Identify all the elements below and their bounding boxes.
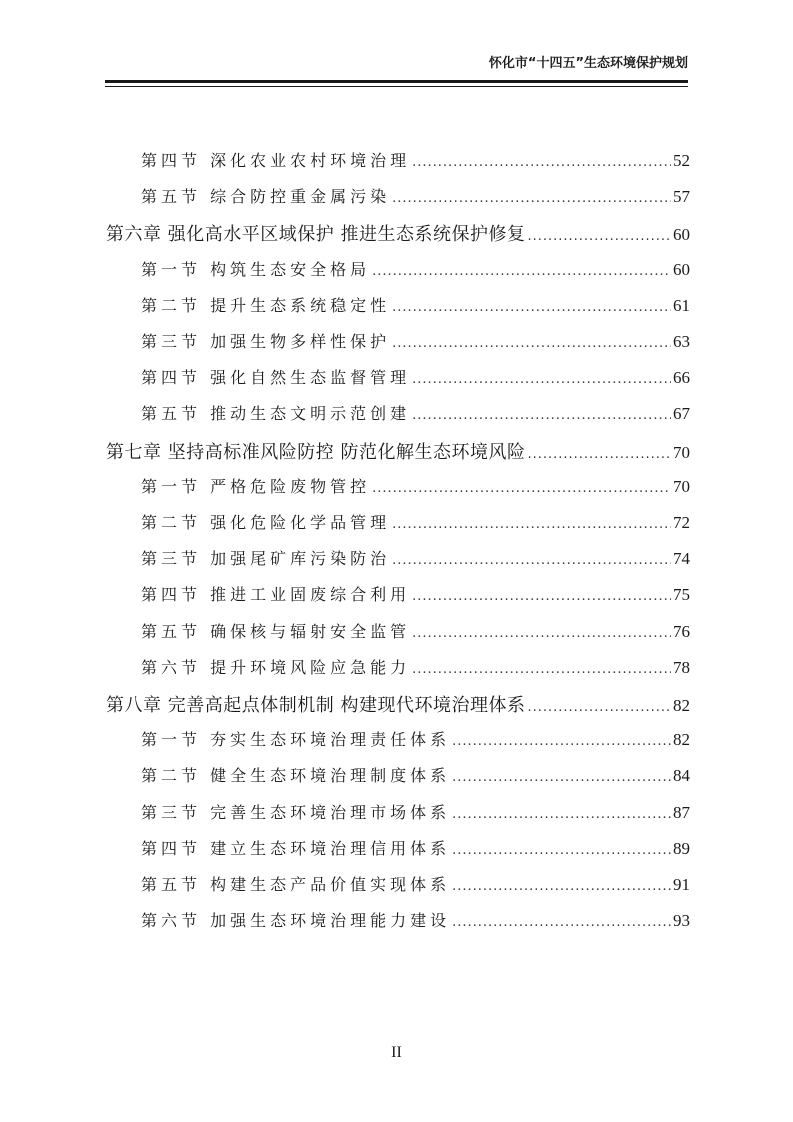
toc-chapter-entry[interactable] [106,691,690,717]
toc-section-entry[interactable] [141,257,690,283]
dot-leader [412,662,671,677]
toc-section-entry[interactable] [141,582,690,608]
toc-entry-title: 第一节 夯实生态环境治理责任体系 [141,730,451,749]
dot-leader [452,734,671,749]
toc-section-entry[interactable] [141,293,690,319]
dot-leader [412,589,671,604]
toc-entry-page: 72 [673,513,690,532]
toc-entry-page: 91 [673,875,690,894]
dot-leader [372,264,671,279]
toc-entry-page: 63 [673,332,690,351]
dot-leader [412,372,671,387]
toc-entry-title: 第五节 推动生态文明示范创建 [141,404,411,423]
toc-entry-page: 70 [673,443,690,462]
toc-section-entry[interactable] [141,546,690,572]
dot-leader [527,447,671,462]
toc-section-entry[interactable] [141,872,690,898]
toc-section-entry[interactable] [141,619,690,645]
toc-section-entry[interactable] [141,474,690,500]
toc-section-entry[interactable] [141,655,690,681]
toc-section-entry[interactable] [141,836,690,862]
toc-entry-page: 74 [673,549,690,568]
toc-entry-page: 87 [673,803,690,822]
toc-entry-page: 60 [673,225,690,244]
toc-entry-page: 57 [673,187,690,206]
toc-entry-title: 第五节 构建生态产品价值实现体系 [141,875,451,894]
toc-entry-title: 第六节 提升环境风险应急能力 [141,658,411,677]
toc-entry-page: 78 [673,658,690,677]
toc-entry-page: 67 [673,404,690,423]
toc-entry-page: 93 [673,911,690,930]
toc-entry-title: 第七章 坚持高标准风险防控 防范化解生态环境风险 [106,442,526,463]
toc-entry-title: 第八章 完善高起点体制机制 构建现代环境治理体系 [106,695,526,716]
dot-leader [392,553,671,568]
toc-entry-page: 60 [673,260,690,279]
dot-leader [392,191,671,206]
dot-leader [452,807,671,822]
toc-entry-title: 第三节 加强尾矿库污染防治 [141,549,391,568]
toc-chapter-entry[interactable] [106,220,690,246]
toc-entry-page: 76 [673,622,690,641]
toc-entry-page: 89 [673,839,690,858]
toc-entry-title: 第五节 综合防控重金属污染 [141,187,391,206]
toc-section-entry[interactable] [141,184,690,210]
dot-leader [412,626,671,641]
dot-leader [392,336,671,351]
toc-section-entry[interactable] [141,510,690,536]
toc-section-entry[interactable] [141,329,690,355]
toc-entry-title: 第二节 健全生态环境治理制度体系 [141,766,451,785]
toc-section-entry[interactable] [141,727,690,753]
toc-section-entry[interactable] [141,800,690,826]
toc-entry-page: 82 [673,730,690,749]
toc-entry-title: 第五节 确保核与辐射安全监管 [141,622,411,641]
dot-leader [392,300,671,315]
toc-entry-title: 第一节 构筑生态安全格局 [141,260,371,279]
dot-leader [412,155,671,170]
toc-entry-page: 84 [673,766,690,785]
toc-entry-title: 第六节 加强生态环境治理能力建设 [141,911,451,930]
dot-leader [452,915,671,930]
toc-chapter-entry[interactable] [106,438,690,464]
toc-section-entry[interactable] [141,763,690,789]
toc-entry-title: 第二节 提升生态系统稳定性 [141,296,391,315]
toc-entry-page: 82 [673,696,690,715]
page-number: II [391,1044,402,1061]
toc-section-entry[interactable] [141,148,690,174]
toc-entry-title: 第三节 加强生物多样性保护 [141,332,391,351]
toc-entry-title: 第四节 建立生态环境治理信用体系 [141,839,451,858]
toc-entry-title: 第四节 推进工业固废综合利用 [141,585,411,604]
dot-leader [372,481,671,496]
toc-entry-page: 75 [673,585,690,604]
running-header: 怀化市“十四五”生态环境保护规划 [488,56,688,71]
toc-entry-title: 第四节 深化农业农村环境治理 [141,151,411,170]
toc-section-entry[interactable] [141,908,690,934]
toc-entry-page: 70 [673,477,690,496]
toc-entry-title: 第三节 完善生态环境治理市场体系 [141,803,451,822]
dot-leader [527,700,671,715]
dot-leader [392,517,671,532]
toc-entry-page: 52 [673,151,690,170]
dot-leader [452,879,671,894]
toc-entry-page: 61 [673,296,690,315]
toc-entry-page: 66 [673,368,690,387]
toc-entry-title: 第二节 强化危险化学品管理 [141,513,391,532]
toc-section-entry[interactable] [141,365,690,391]
toc-section-entry[interactable] [141,401,690,427]
toc-entry-title: 第一节 严格危险废物管控 [141,477,371,496]
dot-leader [452,843,671,858]
toc-entry-title: 第六章 强化高水平区域保护 推进生态系统保护修复 [106,224,526,245]
dot-leader [527,229,671,244]
toc-entry-title: 第四节 强化自然生态监督管理 [141,368,411,387]
dot-leader [412,408,671,423]
dot-leader [452,770,671,785]
